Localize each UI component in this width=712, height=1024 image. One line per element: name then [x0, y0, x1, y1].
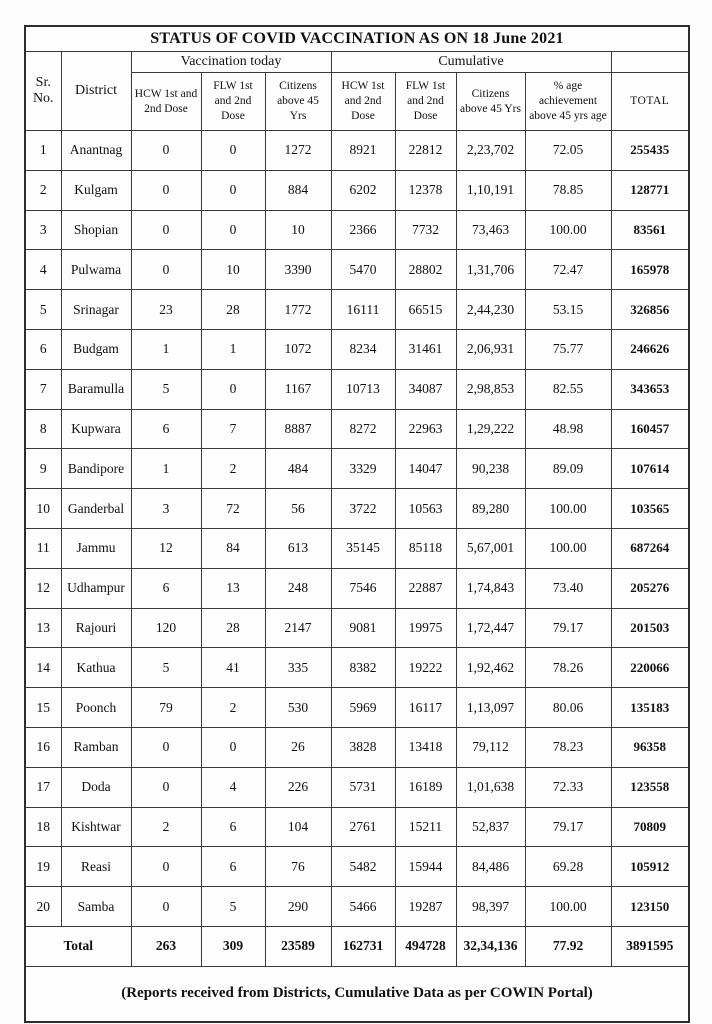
cell-flw-cumulative: 22887 [395, 568, 456, 608]
cell-district: Poonch [61, 688, 131, 728]
cell-sr-no: 18 [25, 807, 61, 847]
cell-pct-achievement: 78.26 [525, 648, 611, 688]
cell-hcw-cumulative: 8382 [331, 648, 395, 688]
table-row [25, 250, 689, 290]
cell-pct-achievement: 100.00 [525, 489, 611, 529]
cell-hcw-cumulative: 8272 [331, 409, 395, 449]
cell-district: Bandipore [61, 449, 131, 489]
vaccination-status-table [24, 25, 690, 1023]
cell-district: Samba [61, 887, 131, 927]
cell-sr-no: 1 [25, 131, 61, 171]
header-citizens-cumulative: Citizens above 45 Yrs [456, 73, 525, 131]
cell-sr-no: 9 [25, 449, 61, 489]
title-row [25, 26, 689, 52]
cell-sr-no: 19 [25, 847, 61, 887]
cell-hcw-cumulative: 2761 [331, 807, 395, 847]
cell-total: 201503 [611, 608, 689, 648]
cell-hcw-today: 23 [131, 290, 201, 330]
cell-total: 135183 [611, 688, 689, 728]
total-flw-cumulative: 494728 [395, 926, 456, 966]
total-row-label: Total [25, 926, 131, 966]
table-row [25, 807, 689, 847]
cell-citizens-cumulative: 1,72,447 [456, 608, 525, 648]
cell-pct-achievement: 82.55 [525, 369, 611, 409]
cell-citizens-cumulative: 2,44,230 [456, 290, 525, 330]
total-hcw-cumulative: 162731 [331, 926, 395, 966]
cell-citizens-cumulative: 84,486 [456, 847, 525, 887]
header-total-spacer [611, 52, 689, 73]
table-row [25, 409, 689, 449]
cell-citizens-cumulative: 1,13,097 [456, 688, 525, 728]
cell-flw-cumulative: 16189 [395, 767, 456, 807]
cell-citizens-today: 104 [265, 807, 331, 847]
cell-flw-today: 10 [201, 250, 265, 290]
table-row [25, 767, 689, 807]
cell-flw-cumulative: 13418 [395, 727, 456, 767]
header-pct-achievement: % age achievement above 45 yrs age [525, 73, 611, 131]
cell-flw-today: 0 [201, 369, 265, 409]
cell-flw-cumulative: 7732 [395, 210, 456, 250]
cell-hcw-today: 6 [131, 568, 201, 608]
cell-district: Kulgam [61, 170, 131, 210]
cell-hcw-today: 0 [131, 767, 201, 807]
cell-hcw-cumulative: 3329 [331, 449, 395, 489]
cell-sr-no: 2 [25, 170, 61, 210]
cell-hcw-cumulative: 3828 [331, 727, 395, 767]
cell-citizens-cumulative: 1,74,843 [456, 568, 525, 608]
cell-district: Reasi [61, 847, 131, 887]
cell-sr-no: 5 [25, 290, 61, 330]
cell-citizens-today: 484 [265, 449, 331, 489]
table-row [25, 449, 689, 489]
cell-hcw-today: 3 [131, 489, 201, 529]
cell-citizens-cumulative: 90,238 [456, 449, 525, 489]
cell-flw-cumulative: 85118 [395, 528, 456, 568]
table-row [25, 528, 689, 568]
cell-citizens-cumulative: 52,837 [456, 807, 525, 847]
cell-hcw-cumulative: 5482 [331, 847, 395, 887]
cell-sr-no: 15 [25, 688, 61, 728]
cell-citizens-cumulative: 2,06,931 [456, 329, 525, 369]
cell-hcw-cumulative: 5969 [331, 688, 395, 728]
table-row [25, 131, 689, 171]
cell-citizens-today: 884 [265, 170, 331, 210]
cell-total: 205276 [611, 568, 689, 608]
header-sr-no: Sr. No. [25, 52, 61, 131]
cell-citizens-cumulative: 89,280 [456, 489, 525, 529]
cell-flw-cumulative: 15211 [395, 807, 456, 847]
cell-flw-today: 28 [201, 608, 265, 648]
cell-citizens-today: 10 [265, 210, 331, 250]
cell-flw-today: 2 [201, 688, 265, 728]
cell-flw-cumulative: 22812 [395, 131, 456, 171]
cell-pct-achievement: 78.85 [525, 170, 611, 210]
header-district: District [61, 52, 131, 131]
footer-note: (Reports received from Districts, Cumulative Data as per COWIN Portal) [25, 966, 689, 1022]
cell-hcw-today: 5 [131, 648, 201, 688]
cell-flw-cumulative: 10563 [395, 489, 456, 529]
cell-district: Baramulla [61, 369, 131, 409]
cell-hcw-cumulative: 5470 [331, 250, 395, 290]
cell-district: Jammu [61, 528, 131, 568]
total-citizens-today: 23589 [265, 926, 331, 966]
cell-district: Kishtwar [61, 807, 131, 847]
cell-hcw-today: 0 [131, 250, 201, 290]
cell-flw-cumulative: 28802 [395, 250, 456, 290]
cell-citizens-today: 56 [265, 489, 331, 529]
cell-sr-no: 6 [25, 329, 61, 369]
cell-flw-today: 7 [201, 409, 265, 449]
total-pct-achievement: 77.92 [525, 926, 611, 966]
cell-district: Rajouri [61, 608, 131, 648]
total-hcw-today: 263 [131, 926, 201, 966]
cell-citizens-today: 613 [265, 528, 331, 568]
total-flw-today: 309 [201, 926, 265, 966]
cell-flw-cumulative: 31461 [395, 329, 456, 369]
cell-hcw-today: 0 [131, 727, 201, 767]
cell-total: 255435 [611, 131, 689, 171]
cell-flw-cumulative: 12378 [395, 170, 456, 210]
cell-hcw-today: 0 [131, 847, 201, 887]
cell-sr-no: 16 [25, 727, 61, 767]
table-row [25, 369, 689, 409]
cell-hcw-today: 79 [131, 688, 201, 728]
cell-hcw-cumulative: 16111 [331, 290, 395, 330]
cell-citizens-today: 1167 [265, 369, 331, 409]
cell-total: 123558 [611, 767, 689, 807]
cell-flw-cumulative: 15944 [395, 847, 456, 887]
cell-pct-achievement: 72.47 [525, 250, 611, 290]
cell-citizens-cumulative: 5,67,001 [456, 528, 525, 568]
table-row [25, 568, 689, 608]
cell-hcw-today: 120 [131, 608, 201, 648]
cell-citizens-cumulative: 1,29,222 [456, 409, 525, 449]
cell-flw-today: 0 [201, 131, 265, 171]
header-cumulative: Cumulative [331, 52, 611, 73]
cell-flw-cumulative: 34087 [395, 369, 456, 409]
cell-sr-no: 11 [25, 528, 61, 568]
cell-total: 123150 [611, 887, 689, 927]
cell-flw-today: 41 [201, 648, 265, 688]
cell-citizens-cumulative: 2,98,853 [456, 369, 525, 409]
cell-citizens-cumulative: 79,112 [456, 727, 525, 767]
table-row [25, 489, 689, 529]
cell-citizens-today: 76 [265, 847, 331, 887]
cell-flw-cumulative: 22963 [395, 409, 456, 449]
cell-hcw-today: 12 [131, 528, 201, 568]
cell-pct-achievement: 79.17 [525, 608, 611, 648]
cell-citizens-today: 226 [265, 767, 331, 807]
cell-flw-today: 28 [201, 290, 265, 330]
cell-total: 160457 [611, 409, 689, 449]
cell-total: 107614 [611, 449, 689, 489]
district-rows [25, 131, 689, 927]
table-row [25, 648, 689, 688]
cell-district: Srinagar [61, 290, 131, 330]
cell-citizens-today: 290 [265, 887, 331, 927]
cell-citizens-cumulative: 2,23,702 [456, 131, 525, 171]
cell-hcw-today: 2 [131, 807, 201, 847]
table-row [25, 170, 689, 210]
cell-hcw-cumulative: 6202 [331, 170, 395, 210]
cell-pct-achievement: 100.00 [525, 887, 611, 927]
cell-sr-no: 14 [25, 648, 61, 688]
header-citizens-today: Citizens above 45 Yrs [265, 73, 331, 131]
cell-flw-today: 72 [201, 489, 265, 529]
cell-pct-achievement: 100.00 [525, 528, 611, 568]
page-title: STATUS OF COVID VACCINATION AS ON 18 June 2021 [25, 26, 689, 52]
cell-citizens-today: 335 [265, 648, 331, 688]
table-row [25, 329, 689, 369]
cell-hcw-cumulative: 8921 [331, 131, 395, 171]
cell-sr-no: 3 [25, 210, 61, 250]
cell-citizens-cumulative: 1,31,706 [456, 250, 525, 290]
cell-total: 128771 [611, 170, 689, 210]
cell-pct-achievement: 78.23 [525, 727, 611, 767]
footer-row [25, 966, 689, 1022]
cell-hcw-cumulative: 3722 [331, 489, 395, 529]
cell-hcw-today: 5 [131, 369, 201, 409]
cell-pct-achievement: 79.17 [525, 807, 611, 847]
cell-citizens-today: 2147 [265, 608, 331, 648]
cell-hcw-cumulative: 9081 [331, 608, 395, 648]
grand-total: 3891595 [611, 926, 689, 966]
cell-hcw-cumulative: 5731 [331, 767, 395, 807]
cell-flw-today: 0 [201, 727, 265, 767]
cell-pct-achievement: 53.15 [525, 290, 611, 330]
cell-district: Pulwama [61, 250, 131, 290]
cell-pct-achievement: 69.28 [525, 847, 611, 887]
table-row [25, 210, 689, 250]
cell-sr-no: 10 [25, 489, 61, 529]
cell-sr-no: 17 [25, 767, 61, 807]
cell-pct-achievement: 89.09 [525, 449, 611, 489]
cell-hcw-today: 0 [131, 170, 201, 210]
cell-sr-no: 4 [25, 250, 61, 290]
cell-pct-achievement: 73.40 [525, 568, 611, 608]
cell-citizens-cumulative: 1,01,638 [456, 767, 525, 807]
table-row [25, 608, 689, 648]
table-row [25, 688, 689, 728]
header-group-row [25, 52, 689, 73]
cell-total: 103565 [611, 489, 689, 529]
cell-flw-today: 13 [201, 568, 265, 608]
cell-flw-today: 6 [201, 807, 265, 847]
table-row [25, 847, 689, 887]
header-hcw-cumulative: HCW 1st and 2nd Dose [331, 73, 395, 131]
cell-hcw-cumulative: 5466 [331, 887, 395, 927]
total-citizens-cumulative: 32,34,136 [456, 926, 525, 966]
cell-district: Udhampur [61, 568, 131, 608]
cell-sr-no: 8 [25, 409, 61, 449]
cell-pct-achievement: 48.98 [525, 409, 611, 449]
cell-district: Doda [61, 767, 131, 807]
cell-hcw-cumulative: 35145 [331, 528, 395, 568]
cell-citizens-today: 1272 [265, 131, 331, 171]
cell-flw-today: 0 [201, 210, 265, 250]
cell-district: Kupwara [61, 409, 131, 449]
cell-flw-cumulative: 66515 [395, 290, 456, 330]
cell-hcw-cumulative: 10713 [331, 369, 395, 409]
cell-pct-achievement: 75.77 [525, 329, 611, 369]
cell-citizens-cumulative: 73,463 [456, 210, 525, 250]
cell-flw-cumulative: 14047 [395, 449, 456, 489]
cell-district: Ramban [61, 727, 131, 767]
cell-hcw-today: 0 [131, 210, 201, 250]
cell-district: Kathua [61, 648, 131, 688]
cell-flw-today: 4 [201, 767, 265, 807]
cell-district: Ganderbal [61, 489, 131, 529]
cell-flw-today: 0 [201, 170, 265, 210]
table-row [25, 727, 689, 767]
header-total: TOTAL [611, 73, 689, 131]
cell-citizens-today: 26 [265, 727, 331, 767]
cell-citizens-cumulative: 98,397 [456, 887, 525, 927]
cell-hcw-cumulative: 2366 [331, 210, 395, 250]
header-flw-today: FLW 1st and 2nd Dose [201, 73, 265, 131]
cell-citizens-today: 1072 [265, 329, 331, 369]
cell-citizens-today: 3390 [265, 250, 331, 290]
cell-flw-today: 84 [201, 528, 265, 568]
cell-hcw-today: 6 [131, 409, 201, 449]
cell-flw-today: 5 [201, 887, 265, 927]
cell-flw-today: 1 [201, 329, 265, 369]
cell-district: Shopian [61, 210, 131, 250]
cell-flw-today: 2 [201, 449, 265, 489]
cell-citizens-cumulative: 1,92,462 [456, 648, 525, 688]
cell-pct-achievement: 72.05 [525, 131, 611, 171]
cell-total: 165978 [611, 250, 689, 290]
cell-flw-cumulative: 19975 [395, 608, 456, 648]
cell-sr-no: 20 [25, 887, 61, 927]
table-row [25, 290, 689, 330]
cell-citizens-today: 1772 [265, 290, 331, 330]
cell-total: 83561 [611, 210, 689, 250]
cell-hcw-today: 0 [131, 131, 201, 171]
cell-total: 70809 [611, 807, 689, 847]
cell-citizens-today: 248 [265, 568, 331, 608]
cell-total: 326856 [611, 290, 689, 330]
cell-sr-no: 12 [25, 568, 61, 608]
cell-total: 687264 [611, 528, 689, 568]
cell-total: 246626 [611, 329, 689, 369]
header-flw-cumulative: FLW 1st and 2nd Dose [395, 73, 456, 131]
cell-flw-cumulative: 16117 [395, 688, 456, 728]
cell-flw-cumulative: 19287 [395, 887, 456, 927]
cell-sr-no: 7 [25, 369, 61, 409]
cell-hcw-cumulative: 7546 [331, 568, 395, 608]
cell-district: Budgam [61, 329, 131, 369]
cell-pct-achievement: 80.06 [525, 688, 611, 728]
total-row [25, 926, 689, 966]
cell-hcw-today: 0 [131, 887, 201, 927]
cell-total: 343653 [611, 369, 689, 409]
cell-citizens-today: 530 [265, 688, 331, 728]
cell-hcw-cumulative: 8234 [331, 329, 395, 369]
header-vaccination-today: Vaccination today [131, 52, 331, 73]
table-row [25, 887, 689, 927]
cell-district: Anantnag [61, 131, 131, 171]
cell-sr-no: 13 [25, 608, 61, 648]
cell-total: 105912 [611, 847, 689, 887]
cell-hcw-today: 1 [131, 329, 201, 369]
header-hcw-today: HCW 1st and 2nd Dose [131, 73, 201, 131]
cell-pct-achievement: 100.00 [525, 210, 611, 250]
cell-hcw-today: 1 [131, 449, 201, 489]
cell-flw-today: 6 [201, 847, 265, 887]
cell-pct-achievement: 72.33 [525, 767, 611, 807]
cell-flw-cumulative: 19222 [395, 648, 456, 688]
cell-total: 220066 [611, 648, 689, 688]
cell-citizens-today: 8887 [265, 409, 331, 449]
cell-citizens-cumulative: 1,10,191 [456, 170, 525, 210]
cell-total: 96358 [611, 727, 689, 767]
